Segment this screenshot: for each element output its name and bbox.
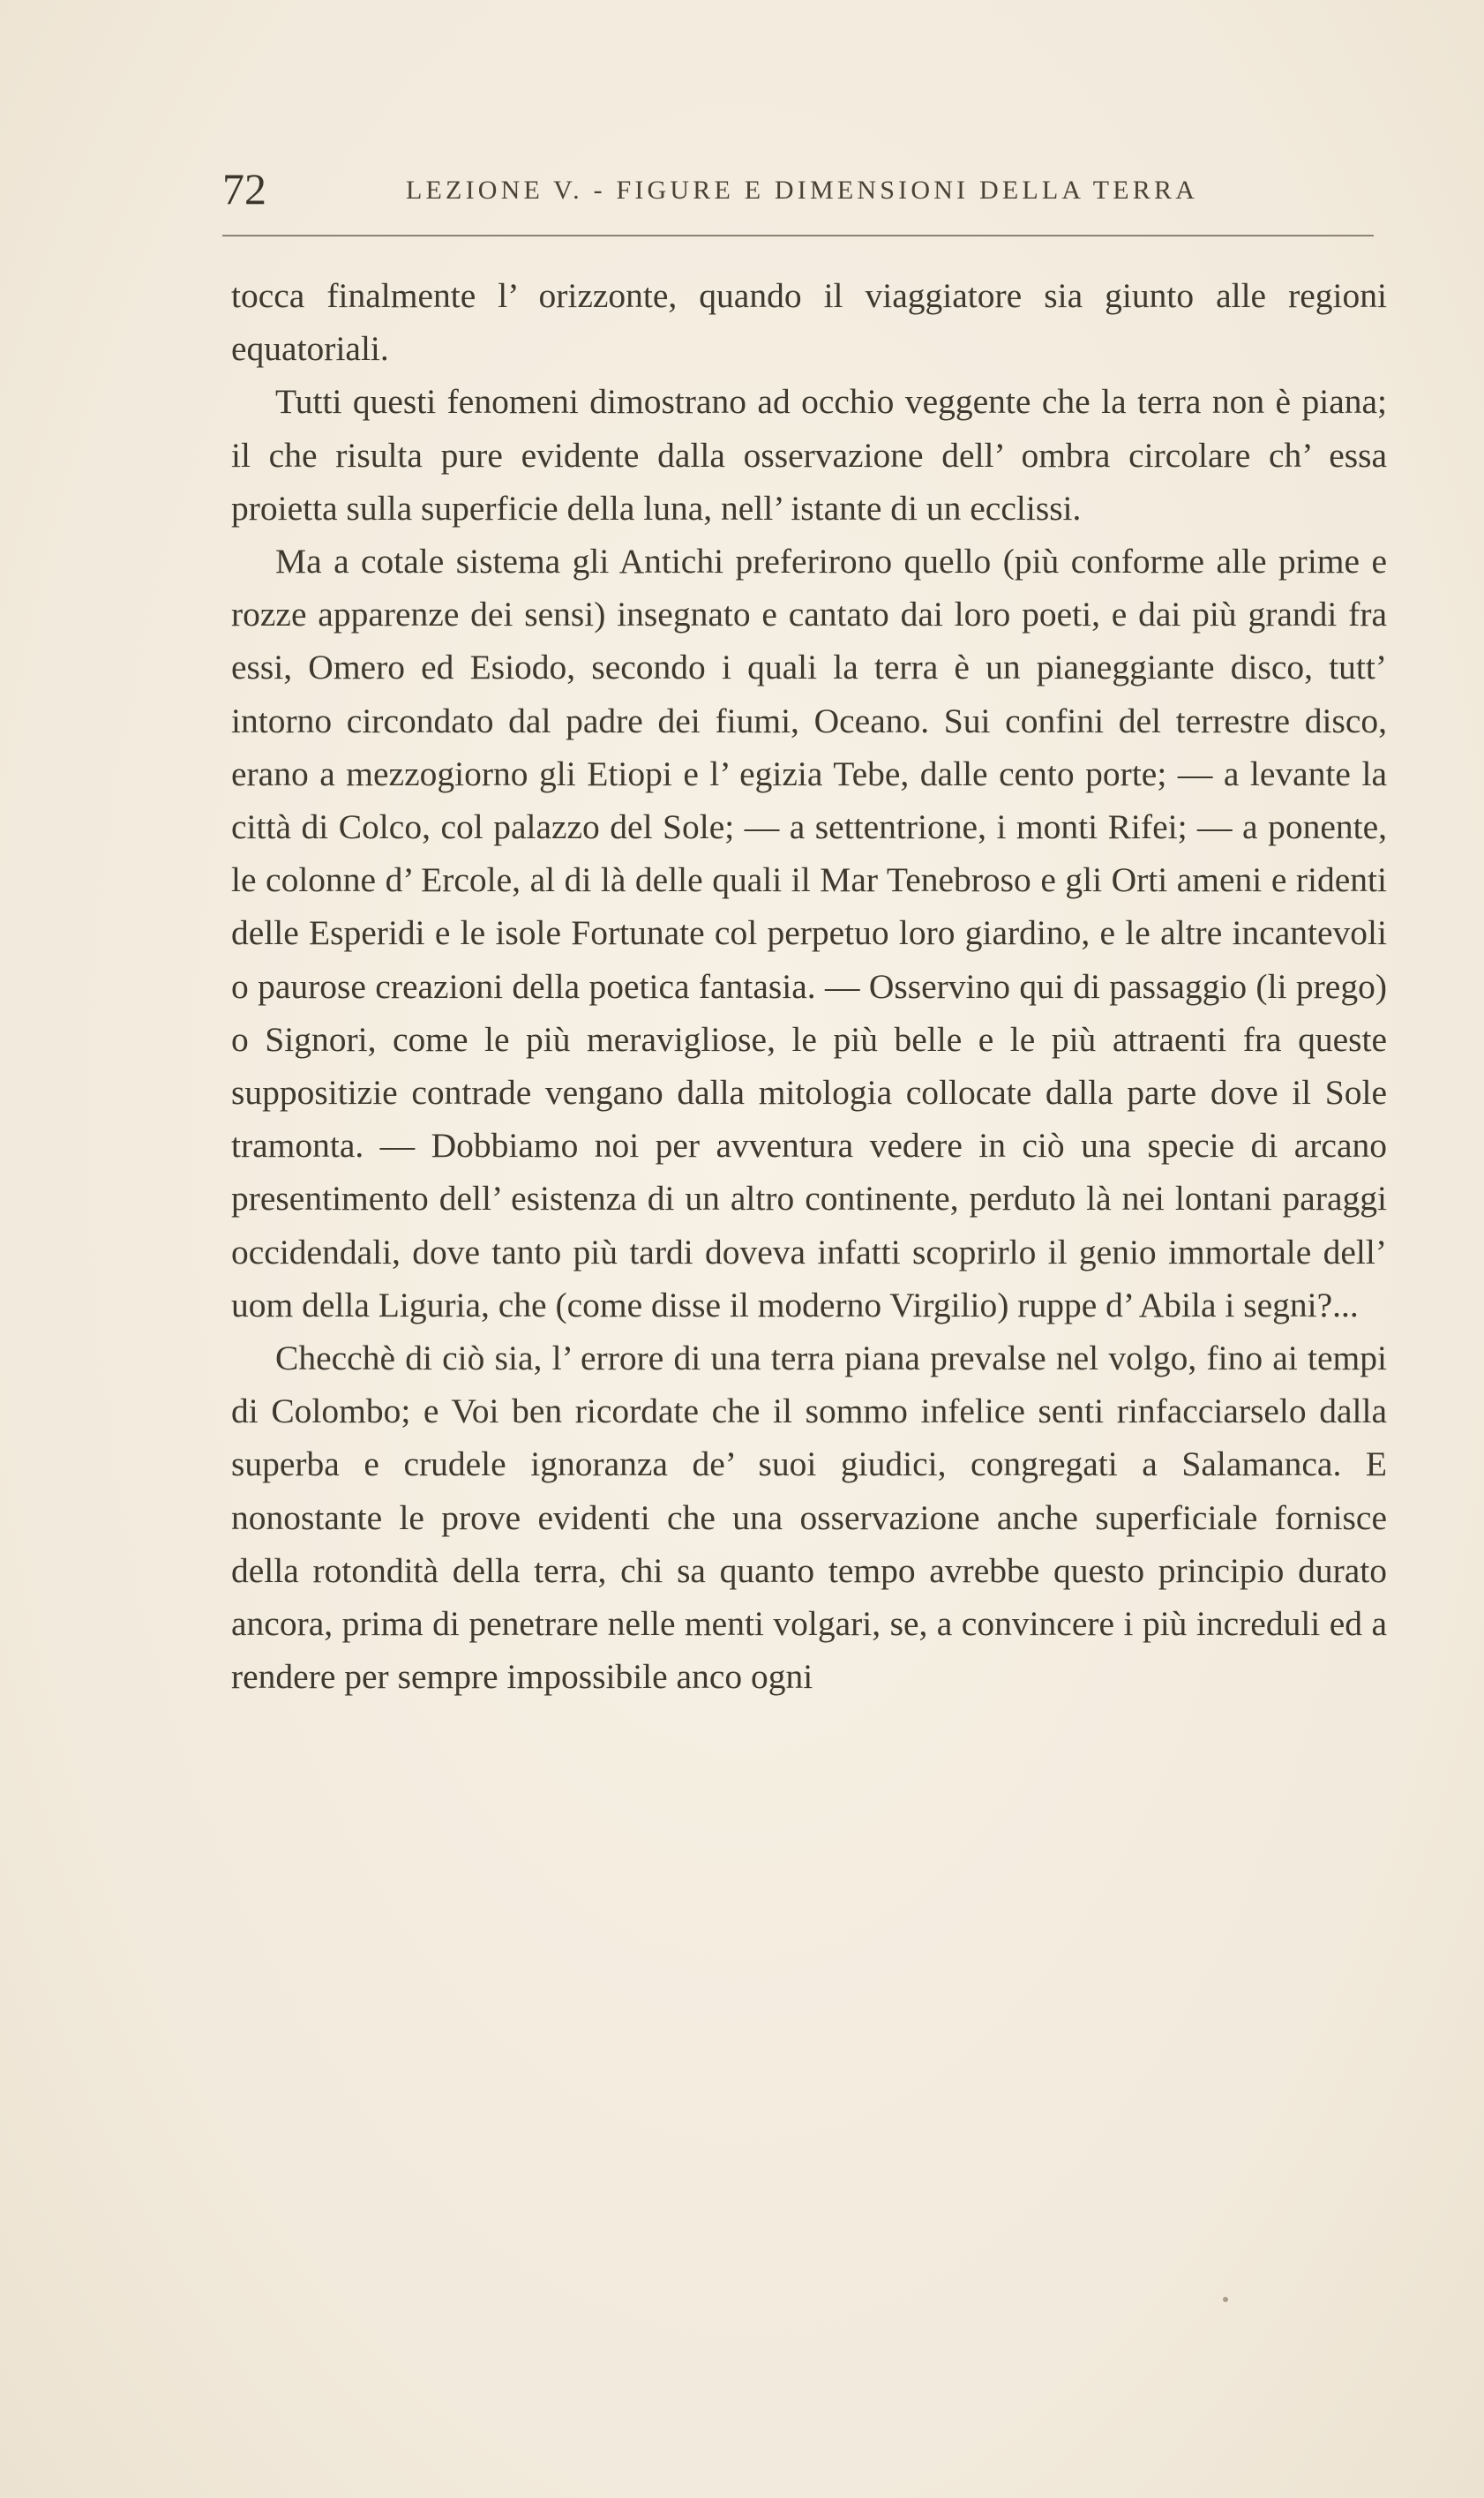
page-number: 72 bbox=[222, 164, 266, 214]
chapter-heading: LEZIONE V. - FIGURE E DIMENSIONI DELLA TERRA bbox=[406, 176, 1199, 205]
body-text bbox=[231, 269, 1387, 1703]
paragraph: Ma a cotale sistema gli Antichi preferirono quello (più conforme alle prime e rozze apparenze dei sensi) insegnato e cantato dai loro poeti, e dai più grandi fra essi, Omero ed Esiodo, secondo i quali la terra è un pianeggiante disco, tutt’ intorno circondato dal padre dei fiumi, Oceano. Sui confini del terrestre disco, erano a mezzogiorno gli Etiopi e l’ egizia Tebe, dalle cento porte; — a levante la città di Colco, col palazzo del Sole; — a settentrione, i monti Rifei; — a ponente, le colonne d’ Ercole, al di là delle quali il Mar Tenebroso e gli Orti ameni e ridenti delle Esperidi e le isole Fortunate col perpetuo loro giardino, e le altre incantevoli o paurose creazioni della poetica fantasia. — Osservino qui di passaggio (li prego) o Signori, come le più meravigliose, le più belle e le più attraenti fra queste suppositizie contrade vengano dalla mitologia collocate dalla parte dove il Sole tramonta. — Dobbiamo noi per avventura vedere in ciò una specie di arcano presentimento dell’ esistenza di un altro continente, perduto là nei lontani paraggi occidendali, dove tanto più tardi doveva infatti scoprirlo il genio immortale dell’ uom della Liguria, che (come disse il moderno Virgilio) ruppe d’ Abila i segni?... bbox=[231, 542, 1387, 1324]
paragraph: Checchè di ciò sia, l’ errore di una terra piana prevalse nel volgo, fino ai tempi di Colombo; e Voi ben ricordate che il sommo infelice senti rinfacciarselo dalla superba e crudele ignoranza de’ suoi giudici, congregati a Salamanca. E nonostante le prove evidenti che una osservazione anche superficiale fornisce della rotondità della terra, chi sa quanto tempo avrebbe questo principio durato ancora, prima di penetrare nelle menti volgari, se, a convincere i più increduli ed a rendere per sempre impossibile anco ogni bbox=[231, 1339, 1387, 1697]
paragraph-continued: tocca finalmente l’ orizzonte, quando il viaggiatore sia giunto alle regioni equatoriali. bbox=[231, 276, 1387, 369]
paper-speck bbox=[1223, 2297, 1228, 2302]
header-rule bbox=[222, 235, 1374, 236]
paragraph: Tutti questi fenomeni dimostrano ad occhio veggente che la terra non è piana; il che risulta pure evidente dalla osservazione dell’ ombra circolare ch’ essa proietta sulla superficie della luna, nell’ istante di un ecclissi. bbox=[231, 382, 1387, 528]
running-head bbox=[222, 164, 1374, 214]
